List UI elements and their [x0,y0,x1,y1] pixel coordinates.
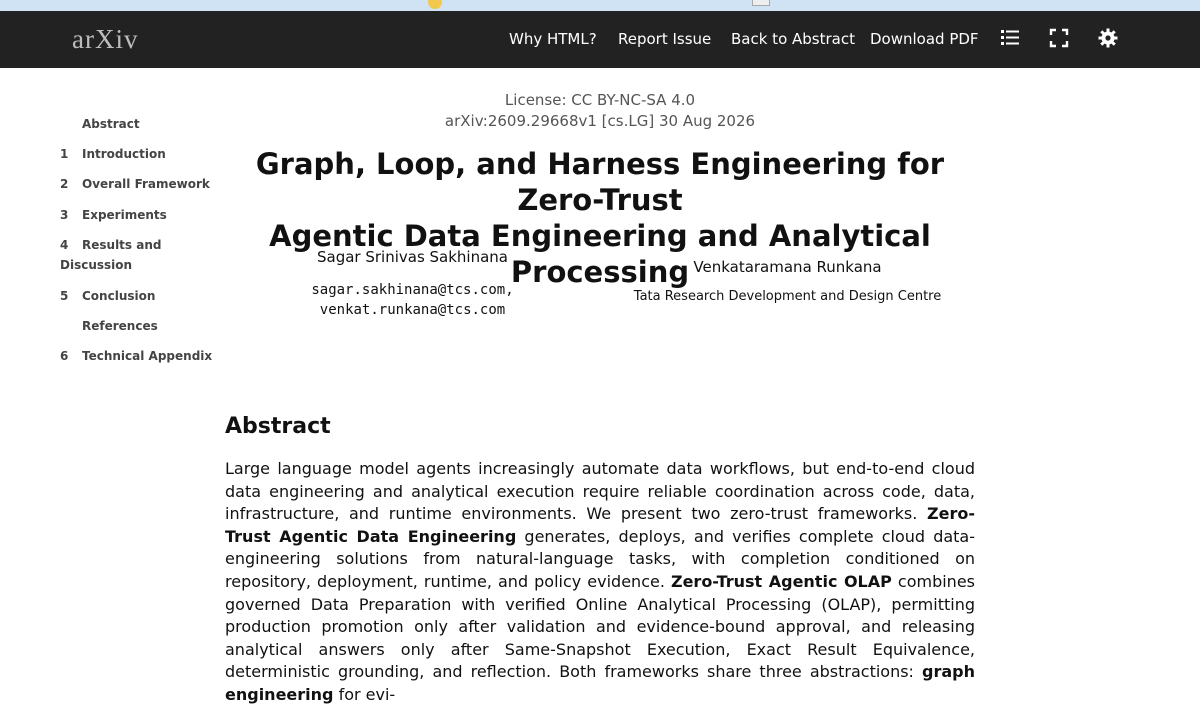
toc-label: Results and Discussion [60,238,162,272]
toc-item-results-and-discussion[interactable] [60,235,170,275]
abstract-bold-term: Zero-Trust Agentic OLAP [670,571,892,591]
arxiv-logo[interactable] [72,23,144,57]
toc-num: 4 [60,238,69,252]
emoji-icon [428,0,442,9]
abstract-text: Large language model agents increasingly automate data workflows, but end-to-end cloud data engineering and analytical execution require reliable coordination across code, data, infrastructure, and runtime environments. We present two zero-trust frameworks. [225,459,975,524]
author-affiliation: Tata Research Development and Design Centre [633,289,942,304]
author-name: Sagar Srinivas Sakhinana [316,248,508,266]
report-issue-link[interactable]: Report Issue [618,30,712,48]
list-icon[interactable] [999,27,1021,49]
title-line: Agentic Data Engineering and Analytical Processing [269,219,931,289]
why-html-link[interactable]: Why HTML? [509,30,597,48]
email-line: sagar.sakhinana@tcs.com, [311,282,514,298]
toc-num: 1 [60,147,69,161]
abstract-text: for evi- [333,684,396,704]
toc-num: 3 [60,208,69,222]
toc-item-introduction[interactable] [60,144,220,164]
author-name: Venkataramana Runkana [693,258,882,276]
arxiv-identifier: arXiv:2609.29668v1 [cs.LG] 30 Aug 2026 [444,112,756,130]
title-line: Graph, Loop, and Harness Engineering for Zero-Trust [255,147,945,217]
download-pdf-link[interactable]: Download PDF [870,30,979,48]
toc-num: 6 [60,349,69,363]
abstract-bold-term: Zero-Trust Agentic Data Engineering [225,504,975,546]
toc-label: Conclusion [82,289,156,303]
email-line: venkat.runkana@tcs.com [319,302,506,318]
toc-label: Experiments [82,208,167,222]
top-navbar [0,11,1200,68]
toc-label: Overall Framework [82,177,210,191]
author-emails [300,280,525,320]
toc-num: 2 [60,177,69,191]
announcement-banner [0,0,1200,11]
toc-item-abstract[interactable] [60,114,220,134]
toc-item-experiments[interactable] [60,205,220,225]
abstract-text: generates, deploys, and verifies complete cloud data-engineering solutions from natural-language tasks, with completion conditioned on repository, deployment, runtime, and policy evidence. [225,526,976,591]
abstract-paragraph [225,458,975,707]
toc-num: 5 [60,289,69,303]
logo-text: arXiv [72,24,139,54]
abstract-heading: Abstract [225,414,331,439]
toc-label: Abstract [82,117,140,131]
toc-label: References [82,319,158,333]
toc-item-technical-appendix[interactable] [60,346,220,366]
back-to-abstract-link[interactable]: Back to Abstract [731,30,855,48]
fullscreen-icon[interactable] [1048,27,1070,49]
toc-item-references[interactable] [60,316,220,336]
abstract-text: combines governed Data Preparation with verified Online Analytical Processing (OLAP), permitting production promotion only after validation and evidence-bound approval, and releasing analytical answers only after Same-Snapshot Execution, Exact Result Equivalence, deterministic grounding, and reflection. Both frameworks share three abstractions: [225,571,975,682]
toc-label: Introduction [82,147,166,161]
toc-label: Technical Appendix [82,349,213,363]
banner-button[interactable] [752,0,770,6]
toc-item-overall-framework[interactable] [60,174,220,194]
abstract-bold-term: graph engineering [225,662,975,704]
settings-gear-icon[interactable] [1097,27,1119,49]
toc-item-conclusion[interactable] [60,286,220,306]
license-text: License: CC BY-NC-SA 4.0 [504,91,696,109]
